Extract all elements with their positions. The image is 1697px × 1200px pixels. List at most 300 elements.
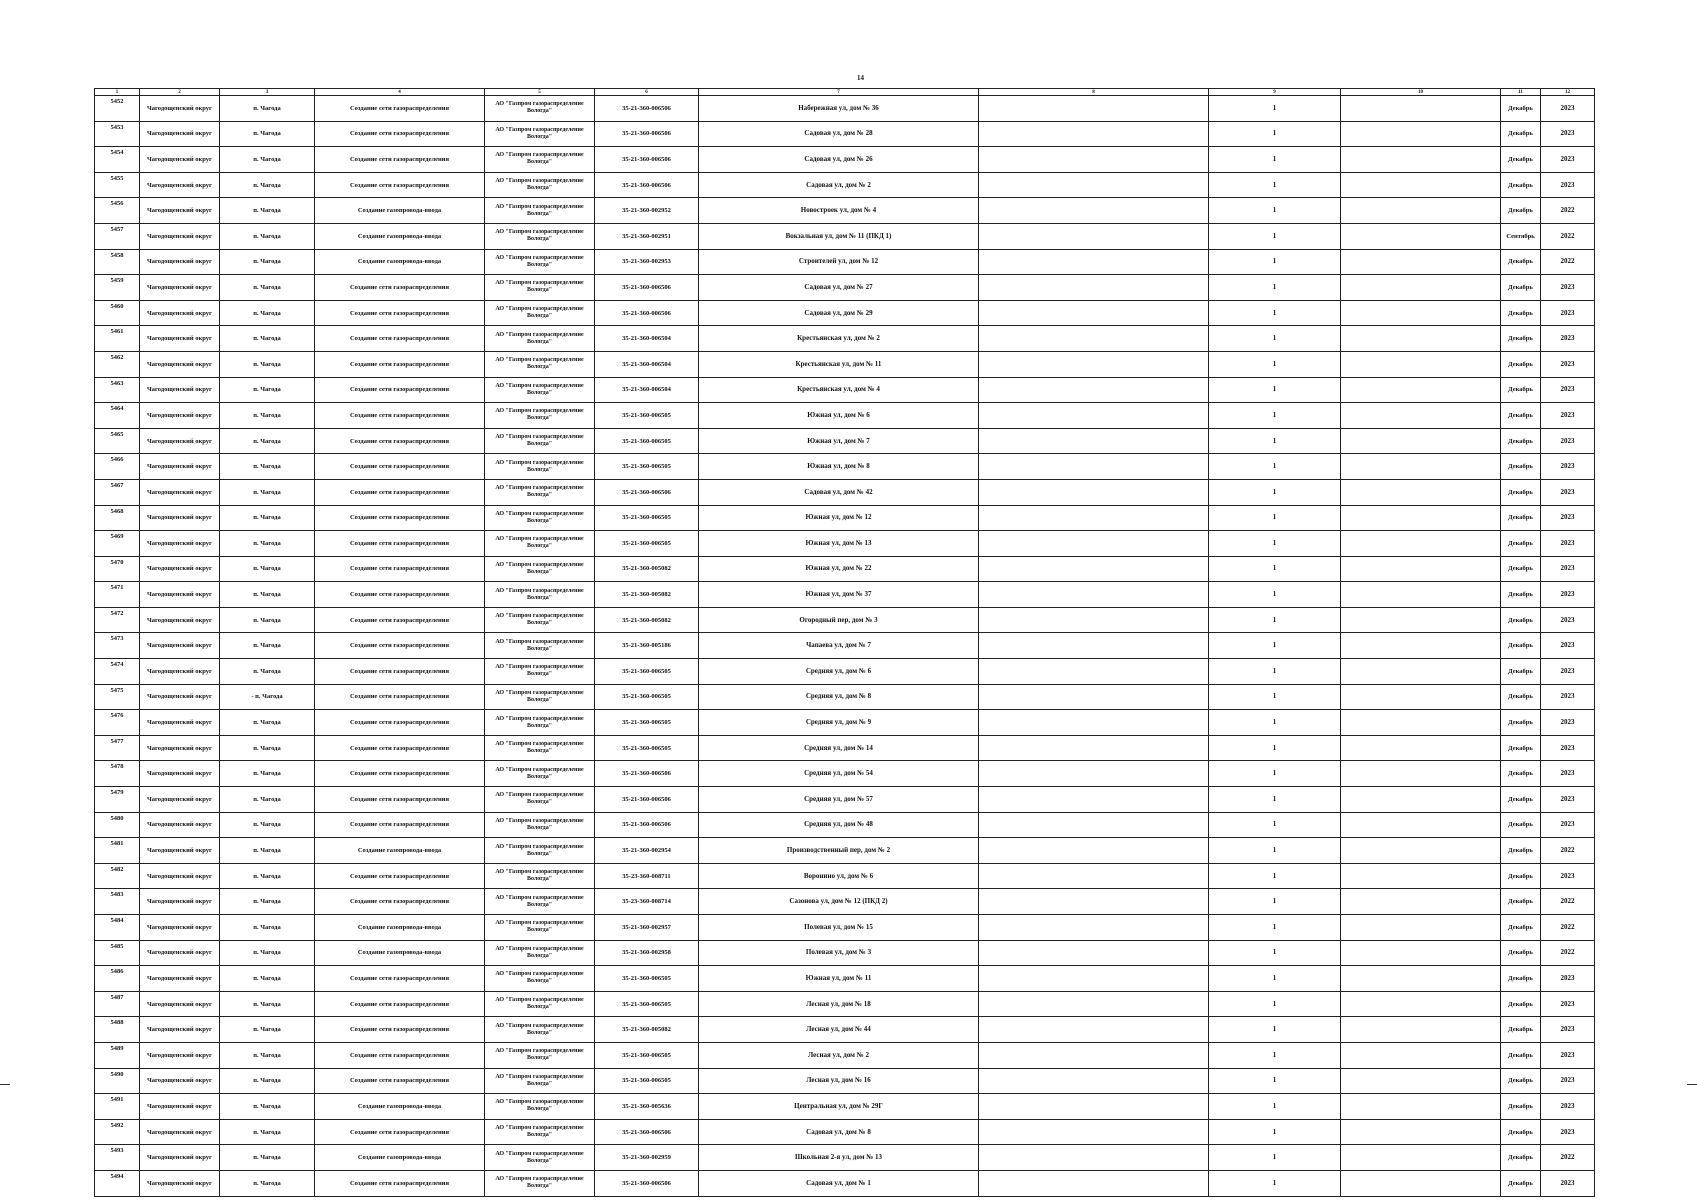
row-number-cell: 5461 [95, 326, 140, 352]
district-cell: Чагодощенский округ [140, 96, 220, 122]
work-type-cell: Создание газопровода-ввода [315, 1094, 485, 1120]
row-number-cell: 5494 [95, 1170, 140, 1196]
year-cell: 2022 [1541, 198, 1595, 224]
work-type-cell: Создание сети газораспределения [315, 454, 485, 480]
column-8-cell [979, 428, 1209, 454]
column-8-cell [979, 249, 1209, 275]
object-code-cell: 35-21-360-006505 [595, 659, 699, 685]
table-row [95, 479, 1595, 505]
object-code-cell: 35-21-360-006506 [595, 300, 699, 326]
quantity-cell: 1 [1209, 710, 1341, 736]
month-cell: Декабрь [1501, 428, 1541, 454]
work-type-cell: Создание сети газораспределения [315, 607, 485, 633]
district-cell: Чагодощенский округ [140, 684, 220, 710]
organization-cell: АО "Газпром газораспределение Вологда" [485, 915, 595, 941]
district-cell: Чагодощенский округ [140, 1119, 220, 1145]
column-8-cell [979, 966, 1209, 992]
row-number-cell: 5487 [95, 991, 140, 1017]
work-type-cell: Создание сети газораспределения [315, 991, 485, 1017]
header-row [95, 89, 1595, 96]
district-cell: Чагодощенский округ [140, 812, 220, 838]
address-cell: Южная ул, дом № 7 [699, 428, 979, 454]
month-cell: Декабрь [1501, 582, 1541, 608]
table-row [95, 1170, 1595, 1196]
district-cell: Чагодощенский округ [140, 249, 220, 275]
address-cell: Лесная ул, дом № 16 [699, 1068, 979, 1094]
month-cell: Декабрь [1501, 121, 1541, 147]
column-8-cell [979, 915, 1209, 941]
district-cell: Чагодощенский округ [140, 479, 220, 505]
table-row [95, 223, 1595, 249]
header-cell: 1 [95, 89, 140, 96]
year-cell: 2023 [1541, 351, 1595, 377]
table-row [95, 659, 1595, 685]
table-row [95, 735, 1595, 761]
year-cell: 2022 [1541, 838, 1595, 864]
column-8-cell [979, 300, 1209, 326]
address-cell: Лесная ул, дом № 2 [699, 1042, 979, 1068]
column-10-cell [1341, 1145, 1501, 1171]
month-cell: Декабрь [1501, 735, 1541, 761]
month-cell: Декабрь [1501, 607, 1541, 633]
address-cell: Чапаева ул, дом № 7 [699, 633, 979, 659]
column-10-cell [1341, 915, 1501, 941]
object-code-cell: 35-21-360-006505 [595, 1042, 699, 1068]
table-row [95, 607, 1595, 633]
quantity-cell: 1 [1209, 787, 1341, 813]
address-cell: Средняя ул, дом № 57 [699, 787, 979, 813]
row-number-cell: 5493 [95, 1145, 140, 1171]
address-cell: Садовая ул, дом № 1 [699, 1170, 979, 1196]
column-10-cell [1341, 710, 1501, 736]
object-code-cell: 35-23-360-008714 [595, 889, 699, 915]
settlement-cell: п. Чагода [220, 607, 315, 633]
organization-cell: АО "Газпром газораспределение Вологда" [485, 735, 595, 761]
settlement-cell: п. Чагода [220, 940, 315, 966]
column-10-cell [1341, 787, 1501, 813]
district-cell: Чагодощенский округ [140, 607, 220, 633]
table-row [95, 326, 1595, 352]
table-row [95, 351, 1595, 377]
column-8-cell [979, 633, 1209, 659]
header-cell: 7 [699, 89, 979, 96]
row-number-cell: 5485 [95, 940, 140, 966]
year-cell: 2023 [1541, 863, 1595, 889]
table-row [95, 403, 1595, 429]
settlement-cell: п. Чагода [220, 147, 315, 173]
row-number-cell: 5492 [95, 1119, 140, 1145]
work-type-cell: Создание газопровода-ввода [315, 1145, 485, 1171]
work-type-cell: Создание сети газораспределения [315, 351, 485, 377]
organization-cell: АО "Газпром газораспределение Вологда" [485, 633, 595, 659]
object-code-cell: 35-21-360-006506 [595, 121, 699, 147]
organization-cell: АО "Газпром газораспределение Вологда" [485, 1017, 595, 1043]
column-8-cell [979, 96, 1209, 122]
settlement-cell: п. Чагода [220, 966, 315, 992]
address-cell: Крестьянская ул, дом № 2 [699, 326, 979, 352]
work-type-cell: Создание сети газораспределения [315, 326, 485, 352]
address-cell: Средняя ул, дом № 48 [699, 812, 979, 838]
district-cell: Чагодощенский округ [140, 1017, 220, 1043]
quantity-cell: 1 [1209, 812, 1341, 838]
year-cell: 2023 [1541, 582, 1595, 608]
organization-cell: АО "Газпром газораспределение Вологда" [485, 403, 595, 429]
year-cell: 2023 [1541, 531, 1595, 557]
header-cell: 12 [1541, 89, 1595, 96]
organization-cell: АО "Газпром газораспределение Вологда" [485, 556, 595, 582]
column-10-cell [1341, 300, 1501, 326]
address-cell: Школьная 2-я ул, дом № 13 [699, 1145, 979, 1171]
row-number-cell: 5484 [95, 915, 140, 941]
organization-cell: АО "Газпром газораспределение Вологда" [485, 1170, 595, 1196]
address-cell: Южная ул, дом № 8 [699, 454, 979, 480]
column-8-cell [979, 838, 1209, 864]
organization-cell: АО "Газпром газораспределение Вологда" [485, 198, 595, 224]
column-10-cell [1341, 172, 1501, 198]
column-10-cell [1341, 454, 1501, 480]
year-cell: 2023 [1541, 607, 1595, 633]
address-cell: Южная ул, дом № 37 [699, 582, 979, 608]
object-code-cell: 35-21-360-006505 [595, 1068, 699, 1094]
year-cell: 2023 [1541, 812, 1595, 838]
settlement-cell: п. Чагода [220, 633, 315, 659]
quantity-cell: 1 [1209, 1042, 1341, 1068]
quantity-cell: 1 [1209, 556, 1341, 582]
settlement-cell: п. Чагода [220, 991, 315, 1017]
column-10-cell [1341, 377, 1501, 403]
month-cell: Декабрь [1501, 966, 1541, 992]
organization-cell: АО "Газпром газораспределение Вологда" [485, 172, 595, 198]
table-row [95, 582, 1595, 608]
column-10-cell [1341, 96, 1501, 122]
address-cell: Огородный пер, дом № 3 [699, 607, 979, 633]
address-cell: Сазонова ул, дом № 12 (ПКД 2) [699, 889, 979, 915]
year-cell: 2023 [1541, 991, 1595, 1017]
organization-cell: АО "Газпром газораспределение Вологда" [485, 659, 595, 685]
district-cell: Чагодощенский округ [140, 505, 220, 531]
object-code-cell: 35-21-360-006506 [595, 1119, 699, 1145]
settlement-cell: - п. Чагода [220, 684, 315, 710]
month-cell: Декабрь [1501, 249, 1541, 275]
quantity-cell: 1 [1209, 249, 1341, 275]
quantity-cell: 1 [1209, 735, 1341, 761]
table-row [95, 377, 1595, 403]
month-cell: Декабрь [1501, 1145, 1541, 1171]
object-code-cell: 35-21-360-006505 [595, 505, 699, 531]
object-code-cell: 35-23-360-008711 [595, 863, 699, 889]
quantity-cell: 1 [1209, 403, 1341, 429]
organization-cell: АО "Газпром газораспределение Вологда" [485, 863, 595, 889]
address-cell: Садовая ул, дом № 8 [699, 1119, 979, 1145]
month-cell: Декабрь [1501, 915, 1541, 941]
organization-cell: АО "Газпром газораспределение Вологда" [485, 428, 595, 454]
settlement-cell: п. Чагода [220, 326, 315, 352]
organization-cell: АО "Газпром газораспределение Вологда" [485, 991, 595, 1017]
quantity-cell: 1 [1209, 275, 1341, 301]
settlement-cell: п. Чагода [220, 582, 315, 608]
column-8-cell [979, 940, 1209, 966]
district-cell: Чагодощенский округ [140, 1094, 220, 1120]
column-8-cell [979, 531, 1209, 557]
year-cell: 2023 [1541, 121, 1595, 147]
object-code-cell: 35-21-360-006506 [595, 812, 699, 838]
organization-cell: АО "Газпром газораспределение Вологда" [485, 1145, 595, 1171]
month-cell: Декабрь [1501, 172, 1541, 198]
object-code-cell: 35-21-360-006506 [595, 479, 699, 505]
column-8-cell [979, 889, 1209, 915]
organization-cell: АО "Газпром газораспределение Вологда" [485, 838, 595, 864]
table-row [95, 172, 1595, 198]
column-8-cell [979, 326, 1209, 352]
quantity-cell: 1 [1209, 659, 1341, 685]
month-cell: Декабрь [1501, 531, 1541, 557]
object-code-cell: 35-21-360-002957 [595, 915, 699, 941]
year-cell: 2023 [1541, 96, 1595, 122]
address-cell: Садовая ул, дом № 2 [699, 172, 979, 198]
object-code-cell: 35-21-360-006504 [595, 326, 699, 352]
table-row [95, 633, 1595, 659]
month-cell: Декабрь [1501, 147, 1541, 173]
quantity-cell: 1 [1209, 198, 1341, 224]
district-cell: Чагодощенский округ [140, 582, 220, 608]
table-row [95, 838, 1595, 864]
table-row [95, 889, 1595, 915]
row-number-cell: 5464 [95, 403, 140, 429]
table-row [95, 710, 1595, 736]
organization-cell: АО "Газпром газораспределение Вологда" [485, 454, 595, 480]
district-cell: Чагодощенский округ [140, 915, 220, 941]
column-8-cell [979, 863, 1209, 889]
address-cell: Новостроек ул, дом № 4 [699, 198, 979, 224]
quantity-cell: 1 [1209, 505, 1341, 531]
column-8-cell [979, 710, 1209, 736]
address-cell: Крестьянская ул, дом № 4 [699, 377, 979, 403]
column-8-cell [979, 659, 1209, 685]
settlement-cell: п. Чагода [220, 1068, 315, 1094]
quantity-cell: 1 [1209, 428, 1341, 454]
work-type-cell: Создание газопровода-ввода [315, 198, 485, 224]
table-row [95, 1119, 1595, 1145]
organization-cell: АО "Газпром газораспределение Вологда" [485, 147, 595, 173]
address-cell: Южная ул, дом № 11 [699, 966, 979, 992]
object-code-cell: 35-21-360-002954 [595, 838, 699, 864]
table-row [95, 505, 1595, 531]
header-cell: 8 [979, 89, 1209, 96]
year-cell: 2023 [1541, 479, 1595, 505]
column-8-cell [979, 684, 1209, 710]
quantity-cell: 1 [1209, 684, 1341, 710]
object-code-cell: 35-21-360-006504 [595, 377, 699, 403]
column-10-cell [1341, 428, 1501, 454]
month-cell: Декабрь [1501, 710, 1541, 736]
quantity-cell: 1 [1209, 1170, 1341, 1196]
year-cell: 2023 [1541, 1042, 1595, 1068]
district-cell: Чагодощенский округ [140, 121, 220, 147]
organization-cell: АО "Газпром газораспределение Вологда" [485, 275, 595, 301]
work-type-cell: Создание сети газораспределения [315, 121, 485, 147]
right-edge-mark [1687, 1084, 1697, 1085]
table-row [95, 531, 1595, 557]
row-number-cell: 5483 [95, 889, 140, 915]
column-8-cell [979, 607, 1209, 633]
column-10-cell [1341, 684, 1501, 710]
organization-cell: АО "Газпром газораспределение Вологда" [485, 684, 595, 710]
column-10-cell [1341, 198, 1501, 224]
row-number-cell: 5475 [95, 684, 140, 710]
organization-cell: АО "Газпром газораспределение Вологда" [485, 787, 595, 813]
object-code-cell: 35-21-360-005082 [595, 582, 699, 608]
year-cell: 2022 [1541, 940, 1595, 966]
row-number-cell: 5476 [95, 710, 140, 736]
settlement-cell: п. Чагода [220, 531, 315, 557]
table-row [95, 454, 1595, 480]
column-10-cell [1341, 147, 1501, 173]
work-type-cell: Создание сети газораспределения [315, 531, 485, 557]
row-number-cell: 5452 [95, 96, 140, 122]
address-cell: Средняя ул, дом № 6 [699, 659, 979, 685]
district-cell: Чагодощенский округ [140, 1068, 220, 1094]
gasification-table [94, 88, 1595, 1197]
column-10-cell [1341, 556, 1501, 582]
district-cell: Чагодощенский округ [140, 1042, 220, 1068]
district-cell: Чагодощенский округ [140, 659, 220, 685]
settlement-cell: п. Чагода [220, 735, 315, 761]
row-number-cell: 5471 [95, 582, 140, 608]
object-code-cell: 35-21-360-006506 [595, 275, 699, 301]
month-cell: Декабрь [1501, 761, 1541, 787]
month-cell: Декабрь [1501, 403, 1541, 429]
row-number-cell: 5486 [95, 966, 140, 992]
column-10-cell [1341, 351, 1501, 377]
left-edge-mark [0, 1084, 10, 1085]
year-cell: 2023 [1541, 1170, 1595, 1196]
quantity-cell: 1 [1209, 607, 1341, 633]
settlement-cell: п. Чагода [220, 1094, 315, 1120]
table-row [95, 275, 1595, 301]
month-cell: Декабрь [1501, 1119, 1541, 1145]
organization-cell: АО "Газпром газораспределение Вологда" [485, 479, 595, 505]
settlement-cell: п. Чагода [220, 556, 315, 582]
month-cell: Декабрь [1501, 863, 1541, 889]
column-10-cell [1341, 812, 1501, 838]
row-number-cell: 5465 [95, 428, 140, 454]
column-10-cell [1341, 1042, 1501, 1068]
district-cell: Чагодощенский округ [140, 991, 220, 1017]
column-8-cell [979, 147, 1209, 173]
settlement-cell: п. Чагода [220, 863, 315, 889]
address-cell: Южная ул, дом № 6 [699, 403, 979, 429]
work-type-cell: Создание сети газораспределения [315, 710, 485, 736]
column-10-cell [1341, 1017, 1501, 1043]
object-code-cell: 35-21-360-005082 [595, 607, 699, 633]
quantity-cell: 1 [1209, 121, 1341, 147]
column-8-cell [979, 735, 1209, 761]
column-8-cell [979, 403, 1209, 429]
quantity-cell: 1 [1209, 761, 1341, 787]
year-cell: 2023 [1541, 710, 1595, 736]
district-cell: Чагодощенский округ [140, 198, 220, 224]
year-cell: 2022 [1541, 1145, 1595, 1171]
district-cell: Чагодощенский округ [140, 300, 220, 326]
organization-cell: АО "Газпром газораспределение Вологда" [485, 1119, 595, 1145]
work-type-cell: Создание сети газораспределения [315, 505, 485, 531]
address-cell: Полевая ул, дом № 3 [699, 940, 979, 966]
table-row [95, 787, 1595, 813]
address-cell: Крестьянская ул, дом № 11 [699, 351, 979, 377]
month-cell: Декабрь [1501, 275, 1541, 301]
column-10-cell [1341, 761, 1501, 787]
district-cell: Чагодощенский округ [140, 1145, 220, 1171]
work-type-cell: Создание сети газораспределения [315, 889, 485, 915]
quantity-cell: 1 [1209, 531, 1341, 557]
month-cell: Декабрь [1501, 991, 1541, 1017]
settlement-cell: п. Чагода [220, 505, 315, 531]
address-cell: Южная ул, дом № 22 [699, 556, 979, 582]
row-number-cell: 5469 [95, 531, 140, 557]
month-cell: Декабрь [1501, 198, 1541, 224]
work-type-cell: Создание сети газораспределения [315, 582, 485, 608]
settlement-cell: п. Чагода [220, 1145, 315, 1171]
year-cell: 2023 [1541, 1017, 1595, 1043]
column-10-cell [1341, 889, 1501, 915]
work-type-cell: Создание газопровода-ввода [315, 249, 485, 275]
column-8-cell [979, 223, 1209, 249]
quantity-cell: 1 [1209, 582, 1341, 608]
month-cell: Сентябрь [1501, 223, 1541, 249]
month-cell: Декабрь [1501, 1042, 1541, 1068]
work-type-cell: Создание сети газораспределения [315, 96, 485, 122]
year-cell: 2023 [1541, 1068, 1595, 1094]
month-cell: Декабрь [1501, 659, 1541, 685]
settlement-cell: п. Чагода [220, 889, 315, 915]
quantity-cell: 1 [1209, 326, 1341, 352]
organization-cell: АО "Газпром газораспределение Вологда" [485, 761, 595, 787]
row-number-cell: 5478 [95, 761, 140, 787]
table-row [95, 147, 1595, 173]
column-10-cell [1341, 403, 1501, 429]
organization-cell: АО "Газпром газораспределение Вологда" [485, 1042, 595, 1068]
address-cell: Строителей ул, дом № 12 [699, 249, 979, 275]
work-type-cell: Создание сети газораспределения [315, 275, 485, 301]
header-cell: 4 [315, 89, 485, 96]
month-cell: Декабрь [1501, 940, 1541, 966]
column-10-cell [1341, 505, 1501, 531]
quantity-cell: 1 [1209, 147, 1341, 173]
column-8-cell [979, 505, 1209, 531]
object-code-cell: 35-21-360-006505 [595, 684, 699, 710]
column-10-cell [1341, 326, 1501, 352]
object-code-cell: 35-21-360-006506 [595, 1170, 699, 1196]
organization-cell: АО "Газпром газораспределение Вологда" [485, 1068, 595, 1094]
row-number-cell: 5482 [95, 863, 140, 889]
quantity-cell: 1 [1209, 991, 1341, 1017]
work-type-cell: Создание газопровода-ввода [315, 223, 485, 249]
work-type-cell: Создание сети газораспределения [315, 684, 485, 710]
table-row [95, 684, 1595, 710]
column-8-cell [979, 479, 1209, 505]
month-cell: Декабрь [1501, 684, 1541, 710]
quantity-cell: 1 [1209, 940, 1341, 966]
quantity-cell: 1 [1209, 351, 1341, 377]
year-cell: 2023 [1541, 966, 1595, 992]
header-cell: 6 [595, 89, 699, 96]
organization-cell: АО "Газпром газораспределение Вологда" [485, 812, 595, 838]
month-cell: Декабрь [1501, 1068, 1541, 1094]
table-row [95, 915, 1595, 941]
row-number-cell: 5491 [95, 1094, 140, 1120]
year-cell: 2023 [1541, 326, 1595, 352]
work-type-cell: Создание сети газораспределения [315, 403, 485, 429]
